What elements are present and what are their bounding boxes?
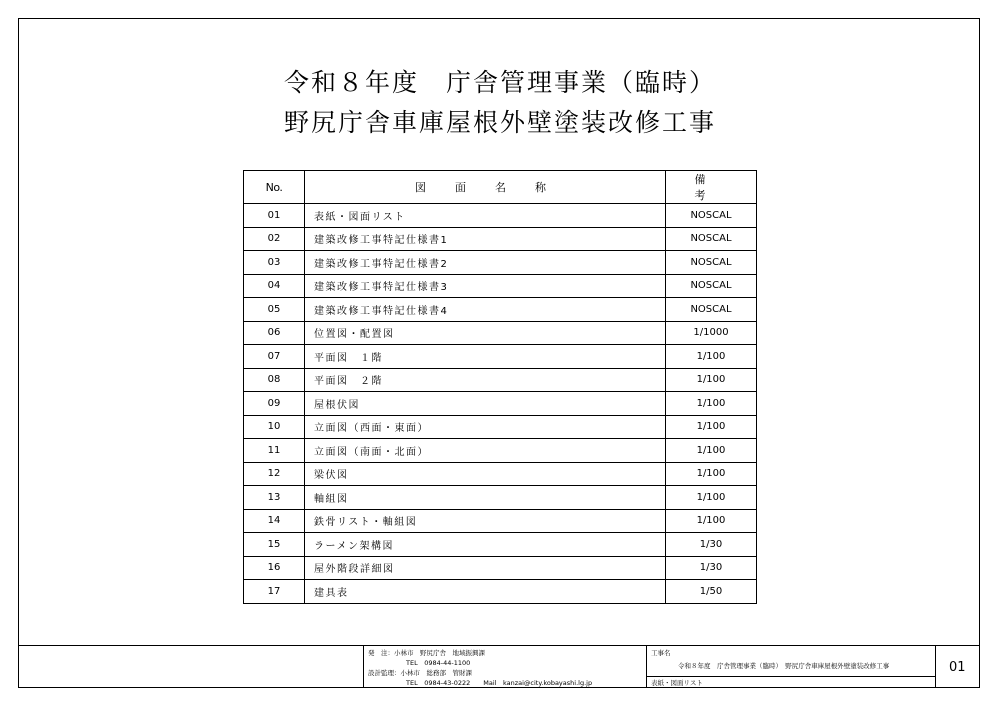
row-remarks: 1/1000 [666,321,757,345]
design-value: 小林市 総務部 管財課 [400,669,472,677]
row-no: 12 [244,462,305,486]
row-drawing-name: 平面図 ２階 [305,368,666,392]
row-no: 07 [244,345,305,369]
row-remarks: 1/30 [666,533,757,557]
row-remarks: NOSCAL [666,251,757,275]
table-row [244,486,757,510]
row-drawing-name: 位置図・配置図 [305,321,666,345]
row-drawing-name: 平面図 １階 [305,345,666,369]
row-drawing-name: 建築改修工事特記仕様書1 [305,227,666,251]
drawing-list-table [243,170,761,604]
table-row [244,227,757,251]
row-remarks: 1/100 [666,486,757,510]
header-drawing-name: 図 面 名 称 [305,171,666,204]
row-drawing-name: 建築改修工事特記仕様書2 [305,251,666,275]
row-drawing-name: 建具表 [305,580,666,604]
row-remarks: 1/100 [666,368,757,392]
client-label: 発 注： [368,649,394,657]
table-row [244,274,757,298]
table-row [244,439,757,463]
client-tel: TEL 0984-44-1100 [406,659,471,667]
table-row [244,298,757,322]
row-no: 13 [244,486,305,510]
row-no: 03 [244,251,305,275]
row-no: 06 [244,321,305,345]
header-no: No. [244,171,305,204]
row-no: 04 [244,274,305,298]
table-row [244,204,757,228]
project-label: 工事名 [651,649,671,657]
row-no: 17 [244,580,305,604]
title-block [18,645,980,688]
table-row [244,580,757,604]
row-drawing-name: ラーメン架構図 [305,533,666,557]
sheet-number: 01 [949,660,966,675]
row-remarks: 1/100 [666,509,757,533]
row-remarks: 1/100 [666,462,757,486]
row-remarks: NOSCAL [666,204,757,228]
row-drawing-name: 表紙・図面リスト [305,204,666,228]
project-name: 令和８年度 庁舎管理事業（臨時） 野尻庁舎車庫屋根外壁塗装改修工事 [678,662,890,670]
row-no: 16 [244,556,305,580]
table-row [244,345,757,369]
row-remarks: 1/50 [666,580,757,604]
row-no: 11 [244,439,305,463]
row-drawing-name: 建築改修工事特記仕様書4 [305,298,666,322]
header-remarks: 備 考 [666,171,757,204]
row-no: 09 [244,392,305,416]
table-header-row [244,171,757,204]
project-title-line2: 野尻庁舎車庫屋根外壁塗装改修工事 [283,108,716,137]
table-row [244,392,757,416]
row-remarks: NOSCAL [666,298,757,322]
row-drawing-name: 立面図（西面・東面） [305,415,666,439]
row-remarks: 1/100 [666,392,757,416]
row-remarks: 1/100 [666,439,757,463]
row-remarks: 1/100 [666,415,757,439]
row-drawing-name: 建築改修工事特記仕様書3 [305,274,666,298]
table-row [244,321,757,345]
drawing-name: 表紙・図面リスト [651,679,703,687]
row-drawing-name: 梁伏図 [305,462,666,486]
row-no: 08 [244,368,305,392]
table-row [244,509,757,533]
row-remarks: 1/30 [666,556,757,580]
table-row [244,415,757,439]
row-no: 05 [244,298,305,322]
table-row [244,368,757,392]
project-title-line1: 令和８年度 庁舎管理事業（臨時） [283,68,716,97]
row-remarks: NOSCAL [666,227,757,251]
row-drawing-name: 軸組図 [305,486,666,510]
row-no: 01 [244,204,305,228]
row-drawing-name: 屋根伏図 [305,392,666,416]
row-no: 02 [244,227,305,251]
table-row [244,462,757,486]
row-drawing-name: 立面図（南面・北面） [305,439,666,463]
row-no: 10 [244,415,305,439]
row-no: 14 [244,509,305,533]
table-row [244,533,757,557]
row-remarks: 1/100 [666,345,757,369]
row-remarks: NOSCAL [666,274,757,298]
row-no: 15 [244,533,305,557]
row-drawing-name: 鉄骨リスト・軸組図 [305,509,666,533]
table-row [244,251,757,275]
row-drawing-name: 屋外階段詳細図 [305,556,666,580]
client-value: 小林市 野尻庁舎 地域振興課 [394,649,485,657]
table-row [244,556,757,580]
design-label: 設計監理： [368,669,401,677]
design-contact: TEL 0984-43-0222 Mail kanzai@city.kobayashi.lg.jp [406,679,593,687]
